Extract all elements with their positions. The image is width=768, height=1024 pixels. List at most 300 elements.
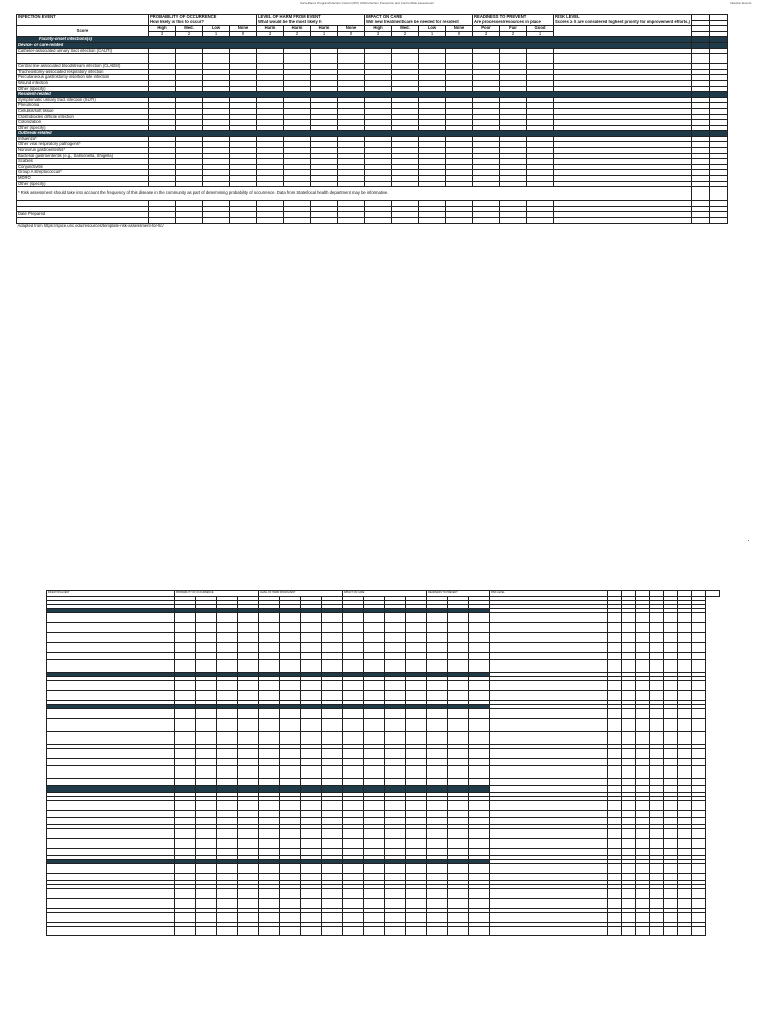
event-name-cell[interactable]: Percutaneous gastrostomy insertion site infection xyxy=(17,75,149,81)
grid-cell[interactable] xyxy=(238,758,259,765)
grid-cell[interactable] xyxy=(678,659,692,672)
grid-cell[interactable] xyxy=(175,800,196,810)
grid-cell[interactable] xyxy=(448,642,469,652)
grid-cell[interactable] xyxy=(301,800,322,810)
grid-cell[interactable] xyxy=(622,912,636,922)
grid-cell[interactable] xyxy=(343,690,364,700)
grid-cell[interactable] xyxy=(175,778,196,785)
grid-cell[interactable] xyxy=(490,758,608,765)
grid-cell[interactable] xyxy=(385,765,406,778)
grid-cell[interactable] xyxy=(238,731,259,744)
grid-cell[interactable] xyxy=(364,810,385,817)
event-name-cell[interactable]: Central line-associated bloodstream infection (CLABSI) xyxy=(17,64,149,70)
grid-cell[interactable] xyxy=(678,817,692,824)
grid-cell[interactable] xyxy=(385,817,406,824)
grid-cell[interactable] xyxy=(406,652,427,659)
grid-cell[interactable] xyxy=(650,828,664,838)
grid-cell[interactable] xyxy=(664,622,678,632)
grid-cell[interactable] xyxy=(343,680,364,690)
grid-cell[interactable] xyxy=(692,632,706,642)
grid-cell[interactable] xyxy=(636,848,650,855)
grid-cell[interactable] xyxy=(469,800,490,810)
grid-cell[interactable] xyxy=(469,659,490,672)
grid-cell[interactable] xyxy=(664,873,678,880)
grid-cell[interactable] xyxy=(322,828,343,838)
grid-cell[interactable] xyxy=(385,828,406,838)
grid-cell[interactable] xyxy=(636,838,650,848)
grid-cell[interactable] xyxy=(196,680,217,690)
grid-cell[interactable] xyxy=(427,838,448,848)
grid-cell[interactable] xyxy=(196,708,217,718)
grid-cell[interactable] xyxy=(259,785,280,792)
grid-cell[interactable] xyxy=(385,888,406,898)
grid-cell[interactable] xyxy=(385,652,406,659)
grid-cell[interactable] xyxy=(322,690,343,700)
grid-cell[interactable] xyxy=(322,748,343,758)
grid-cell[interactable] xyxy=(427,778,448,785)
grid-cell[interactable] xyxy=(427,800,448,810)
grid-cell[interactable] xyxy=(238,898,259,908)
grid-cell[interactable] xyxy=(636,765,650,778)
score-input-cell[interactable] xyxy=(500,54,527,64)
grid-cell[interactable] xyxy=(692,690,706,700)
grid-cell[interactable] xyxy=(259,778,280,785)
grid-cell[interactable] xyxy=(490,848,608,855)
grid-cell[interactable] xyxy=(259,765,280,778)
grid-cell[interactable] xyxy=(280,652,301,659)
event-name-cell[interactable]: Clostridioides difficile infection xyxy=(17,114,149,120)
score-input-cell[interactable] xyxy=(473,54,500,64)
grid-cell[interactable] xyxy=(196,863,217,873)
grid-cell[interactable] xyxy=(650,659,664,672)
grid-cell[interactable] xyxy=(678,758,692,765)
grid-cell[interactable] xyxy=(490,828,608,838)
grid-cell[interactable] xyxy=(650,708,664,718)
grid-cell[interactable] xyxy=(650,873,664,880)
grid-cell[interactable] xyxy=(490,642,608,652)
grid-cell[interactable] xyxy=(692,848,706,855)
grid-cell[interactable] xyxy=(678,863,692,873)
grid-cell[interactable] xyxy=(343,800,364,810)
grid-cell[interactable] xyxy=(343,758,364,765)
grid-cell[interactable] xyxy=(301,652,322,659)
grid-cell[interactable] xyxy=(364,848,385,855)
grid-cell[interactable] xyxy=(608,800,622,810)
grid-cell[interactable] xyxy=(385,642,406,652)
grid-cell[interactable] xyxy=(427,765,448,778)
grid-cell[interactable] xyxy=(448,632,469,642)
grid-cell[interactable] xyxy=(175,731,196,744)
grid-cell[interactable] xyxy=(301,642,322,652)
grid-cell[interactable] xyxy=(217,817,238,824)
grid-cell[interactable] xyxy=(469,863,490,873)
grid-cell[interactable] xyxy=(259,817,280,824)
grid-cell[interactable] xyxy=(301,612,322,622)
grid-cell[interactable] xyxy=(259,731,280,744)
grid-cell[interactable] xyxy=(622,873,636,880)
grid-cell[interactable] xyxy=(280,632,301,642)
grid-cell[interactable] xyxy=(406,642,427,652)
grid-cell[interactable] xyxy=(196,642,217,652)
grid-cell[interactable] xyxy=(217,926,238,935)
grid-cell[interactable] xyxy=(692,642,706,652)
grid-cell[interactable] xyxy=(664,632,678,642)
grid-cell[interactable] xyxy=(636,800,650,810)
grid-cell[interactable] xyxy=(664,912,678,922)
date-prepared-label[interactable]: Date Prepared xyxy=(17,212,149,218)
event-name-cell[interactable]: Pneumonia xyxy=(17,103,149,109)
grid-cell[interactable] xyxy=(322,926,343,935)
grid-cell[interactable] xyxy=(490,731,608,744)
grid-cell[interactable] xyxy=(678,642,692,652)
grid-cell[interactable] xyxy=(196,785,217,792)
grid-cell[interactable] xyxy=(364,898,385,908)
grid-cell[interactable] xyxy=(427,810,448,817)
event-name-cell[interactable]: Influenza* xyxy=(17,136,149,142)
grid-cell[interactable] xyxy=(636,873,650,880)
grid-cell[interactable] xyxy=(301,848,322,855)
grid-cell[interactable] xyxy=(427,863,448,873)
grid-cell[interactable] xyxy=(427,642,448,652)
grid-cell[interactable] xyxy=(343,748,364,758)
grid-cell[interactable] xyxy=(622,708,636,718)
grid-cell[interactable] xyxy=(608,828,622,838)
grid-cell[interactable] xyxy=(280,863,301,873)
grid-cell[interactable] xyxy=(469,690,490,700)
grid-cell[interactable] xyxy=(238,810,259,817)
grid-cell[interactable] xyxy=(650,898,664,908)
grid-cell[interactable] xyxy=(196,898,217,908)
grid-cell[interactable] xyxy=(469,758,490,765)
grid-cell[interactable] xyxy=(427,873,448,880)
grid-cell[interactable] xyxy=(364,758,385,765)
grid-cell[interactable] xyxy=(175,612,196,622)
grid-cell[interactable] xyxy=(406,838,427,848)
grid-cell[interactable] xyxy=(636,652,650,659)
grid-cell[interactable] xyxy=(490,659,608,672)
grid-cell[interactable] xyxy=(322,888,343,898)
grid-cell[interactable] xyxy=(448,810,469,817)
grid-cell[interactable] xyxy=(608,731,622,744)
grid-cell[interactable] xyxy=(196,718,217,731)
grid-cell[interactable] xyxy=(301,659,322,672)
grid-cell[interactable] xyxy=(636,690,650,700)
event-name-cell[interactable]: Scabies xyxy=(17,159,149,165)
grid-cell[interactable] xyxy=(622,810,636,817)
grid-cell[interactable] xyxy=(280,748,301,758)
grid-cell[interactable] xyxy=(196,652,217,659)
grid-cell[interactable] xyxy=(636,778,650,785)
grid-cell[interactable] xyxy=(427,926,448,935)
grid-cell[interactable] xyxy=(664,690,678,700)
grid-cell[interactable] xyxy=(406,778,427,785)
grid-cell[interactable] xyxy=(196,912,217,922)
grid-cell[interactable] xyxy=(322,731,343,744)
grid-cell[interactable] xyxy=(490,838,608,848)
grid-cell[interactable] xyxy=(322,642,343,652)
grid-cell[interactable] xyxy=(664,612,678,622)
grid-cell[interactable] xyxy=(322,765,343,778)
grid-cell[interactable] xyxy=(322,898,343,908)
grid-cell[interactable] xyxy=(217,912,238,922)
grid-cell[interactable] xyxy=(364,622,385,632)
grid-cell[interactable] xyxy=(650,622,664,632)
grid-cell[interactable] xyxy=(217,873,238,880)
grid-cell[interactable] xyxy=(217,690,238,700)
grid-cell[interactable] xyxy=(385,926,406,935)
event-name-cell[interactable]: Colonization xyxy=(17,120,149,126)
grid-cell[interactable] xyxy=(622,898,636,908)
grid-cell[interactable] xyxy=(664,926,678,935)
grid-cell[interactable] xyxy=(280,873,301,880)
grid-cell[interactable] xyxy=(427,817,448,824)
grid-cell[interactable] xyxy=(448,848,469,855)
grid-cell[interactable] xyxy=(469,898,490,908)
grid-cell[interactable] xyxy=(664,800,678,810)
grid-cell[interactable] xyxy=(490,708,608,718)
grid-cell[interactable] xyxy=(175,838,196,848)
grid-cell[interactable] xyxy=(608,748,622,758)
grid-cell[interactable] xyxy=(448,690,469,700)
grid-cell[interactable] xyxy=(427,785,448,792)
grid-cell[interactable] xyxy=(622,731,636,744)
grid-cell[interactable] xyxy=(406,848,427,855)
grid-cell[interactable] xyxy=(469,652,490,659)
grid-cell[interactable] xyxy=(301,926,322,935)
grid-cell[interactable] xyxy=(622,612,636,622)
grid-cell[interactable] xyxy=(301,888,322,898)
grid-cell[interactable] xyxy=(196,848,217,855)
risk-level-cell[interactable] xyxy=(554,54,692,64)
event-name-cell[interactable]: Symptomatic urinary tract infection (SUTI) xyxy=(17,97,149,103)
grid-cell[interactable] xyxy=(385,863,406,873)
grid-cell[interactable] xyxy=(692,622,706,632)
grid-cell[interactable] xyxy=(622,758,636,765)
grid-cell[interactable] xyxy=(385,622,406,632)
grid-cell[interactable] xyxy=(175,708,196,718)
grid-cell[interactable] xyxy=(448,800,469,810)
grid-cell[interactable] xyxy=(364,632,385,642)
grid-cell[interactable] xyxy=(622,622,636,632)
grid-cell[interactable] xyxy=(664,718,678,731)
grid-cell[interactable] xyxy=(427,612,448,622)
grid-cell[interactable] xyxy=(175,652,196,659)
grid-cell[interactable] xyxy=(650,642,664,652)
grid-cell[interactable] xyxy=(280,898,301,908)
grid-cell[interactable] xyxy=(301,731,322,744)
grid-cell[interactable] xyxy=(448,659,469,672)
event-name-cell[interactable]: Tracheostomy-associated respiratory infection xyxy=(17,69,149,75)
grid-cell[interactable] xyxy=(259,748,280,758)
grid-cell[interactable] xyxy=(608,863,622,873)
grid-cell[interactable] xyxy=(490,800,608,810)
grid-cell[interactable] xyxy=(490,690,608,700)
grid-cell[interactable] xyxy=(448,731,469,744)
grid-cell[interactable] xyxy=(448,612,469,622)
grid-cell[interactable] xyxy=(636,748,650,758)
grid-cell[interactable] xyxy=(385,800,406,810)
grid-cell[interactable] xyxy=(343,873,364,880)
grid-cell[interactable] xyxy=(448,718,469,731)
grid-cell[interactable] xyxy=(322,810,343,817)
grid-cell[interactable] xyxy=(608,659,622,672)
grid-cell[interactable] xyxy=(175,848,196,855)
grid-cell[interactable] xyxy=(692,863,706,873)
grid-cell[interactable] xyxy=(175,828,196,838)
event-name-cell[interactable]: Other (specify) xyxy=(17,86,149,92)
grid-cell[interactable] xyxy=(406,800,427,810)
grid-cell[interactable] xyxy=(678,622,692,632)
grid-cell[interactable] xyxy=(469,731,490,744)
grid-cell[interactable] xyxy=(364,765,385,778)
grid-cell[interactable] xyxy=(259,680,280,690)
grid-cell[interactable] xyxy=(427,622,448,632)
grid-cell[interactable] xyxy=(343,778,364,785)
grid-cell[interactable] xyxy=(469,873,490,880)
grid-cell[interactable] xyxy=(650,800,664,810)
grid-cell[interactable] xyxy=(385,708,406,718)
grid-cell[interactable] xyxy=(636,863,650,873)
grid-cell[interactable] xyxy=(196,765,217,778)
grid-cell[interactable] xyxy=(322,708,343,718)
grid-cell[interactable] xyxy=(406,817,427,824)
grid-cell[interactable] xyxy=(664,659,678,672)
grid-cell[interactable] xyxy=(678,800,692,810)
grid-cell[interactable] xyxy=(636,888,650,898)
grid-cell[interactable] xyxy=(259,652,280,659)
grid-cell[interactable] xyxy=(490,810,608,817)
grid-cell[interactable] xyxy=(608,612,622,622)
grid-cell[interactable] xyxy=(364,817,385,824)
grid-cell[interactable] xyxy=(406,748,427,758)
grid-cell[interactable] xyxy=(427,848,448,855)
grid-cell[interactable] xyxy=(664,758,678,765)
grid-cell[interactable] xyxy=(692,612,706,622)
grid-cell[interactable] xyxy=(343,652,364,659)
grid-cell[interactable] xyxy=(490,718,608,731)
grid-cell[interactable] xyxy=(490,765,608,778)
grid-cell[interactable] xyxy=(406,622,427,632)
score-input-cell[interactable] xyxy=(176,54,203,64)
grid-cell[interactable] xyxy=(469,632,490,642)
grid-cell[interactable] xyxy=(664,817,678,824)
grid-cell[interactable] xyxy=(469,828,490,838)
grid-cell[interactable] xyxy=(448,828,469,838)
grid-cell[interactable] xyxy=(301,838,322,848)
grid-cell[interactable] xyxy=(364,652,385,659)
grid-cell[interactable] xyxy=(364,690,385,700)
grid-cell[interactable] xyxy=(427,680,448,690)
grid-cell[interactable] xyxy=(448,622,469,632)
grid-cell[interactable] xyxy=(650,690,664,700)
score-input-cell[interactable] xyxy=(257,54,284,64)
grid-cell[interactable] xyxy=(678,652,692,659)
grid-cell[interactable] xyxy=(238,612,259,622)
grid-cell[interactable] xyxy=(175,863,196,873)
event-name-cell[interactable]: Other viral respiratory pathogens* xyxy=(17,142,149,148)
grid-cell[interactable] xyxy=(196,926,217,935)
grid-cell[interactable] xyxy=(280,622,301,632)
grid-cell[interactable] xyxy=(196,632,217,642)
grid-cell[interactable] xyxy=(427,731,448,744)
grid-cell[interactable] xyxy=(650,838,664,848)
grid-cell[interactable] xyxy=(622,838,636,848)
grid-cell[interactable] xyxy=(343,612,364,622)
grid-cell[interactable] xyxy=(301,708,322,718)
grid-cell[interactable] xyxy=(175,912,196,922)
grid-cell[interactable] xyxy=(490,863,608,873)
grid-cell[interactable] xyxy=(301,817,322,824)
grid-cell[interactable] xyxy=(196,612,217,622)
score-input-cell[interactable] xyxy=(419,54,446,64)
grid-cell[interactable] xyxy=(217,800,238,810)
grid-cell[interactable] xyxy=(238,828,259,838)
grid-cell[interactable] xyxy=(448,652,469,659)
grid-cell[interactable] xyxy=(608,898,622,908)
grid-cell[interactable] xyxy=(238,632,259,642)
grid-cell[interactable] xyxy=(490,912,608,922)
grid-cell[interactable] xyxy=(622,848,636,855)
grid-cell[interactable] xyxy=(678,612,692,622)
grid-cell[interactable] xyxy=(280,817,301,824)
grid-cell[interactable] xyxy=(692,888,706,898)
grid-cell[interactable] xyxy=(175,718,196,731)
grid-cell[interactable] xyxy=(259,828,280,838)
grid-cell[interactable] xyxy=(664,785,678,792)
grid-cell[interactable] xyxy=(364,912,385,922)
grid-cell[interactable] xyxy=(469,810,490,817)
grid-cell[interactable] xyxy=(280,888,301,898)
grid-cell[interactable] xyxy=(636,680,650,690)
grid-cell[interactable] xyxy=(238,778,259,785)
grid-cell[interactable] xyxy=(175,748,196,758)
grid-cell[interactable] xyxy=(622,659,636,672)
grid-cell[interactable] xyxy=(343,810,364,817)
score-input-cell[interactable] xyxy=(230,54,257,64)
grid-cell[interactable] xyxy=(692,912,706,922)
grid-cell[interactable] xyxy=(343,912,364,922)
event-name-cell[interactable] xyxy=(17,54,149,64)
grid-cell[interactable] xyxy=(636,718,650,731)
grid-cell[interactable] xyxy=(678,898,692,908)
grid-cell[interactable] xyxy=(196,690,217,700)
grid-cell[interactable] xyxy=(322,838,343,848)
grid-cell[interactable] xyxy=(427,888,448,898)
grid-cell[interactable] xyxy=(448,748,469,758)
grid-cell[interactable] xyxy=(259,888,280,898)
grid-cell[interactable] xyxy=(364,659,385,672)
grid-cell[interactable] xyxy=(678,632,692,642)
grid-cell[interactable] xyxy=(490,632,608,642)
grid-cell[interactable] xyxy=(608,765,622,778)
grid-cell[interactable] xyxy=(217,863,238,873)
grid-cell[interactable] xyxy=(678,731,692,744)
grid-cell[interactable] xyxy=(490,778,608,785)
event-name-cell[interactable]: Wound infection xyxy=(17,80,149,86)
grid-cell[interactable] xyxy=(280,828,301,838)
grid-cell[interactable] xyxy=(448,898,469,908)
grid-cell[interactable] xyxy=(238,652,259,659)
grid-cell[interactable] xyxy=(343,828,364,838)
grid-cell[interactable] xyxy=(469,612,490,622)
grid-cell[interactable] xyxy=(364,708,385,718)
grid-cell[interactable] xyxy=(217,848,238,855)
grid-cell[interactable] xyxy=(469,817,490,824)
grid-cell[interactable] xyxy=(650,848,664,855)
grid-cell[interactable] xyxy=(406,898,427,908)
grid-cell[interactable] xyxy=(322,873,343,880)
grid-cell[interactable] xyxy=(406,659,427,672)
